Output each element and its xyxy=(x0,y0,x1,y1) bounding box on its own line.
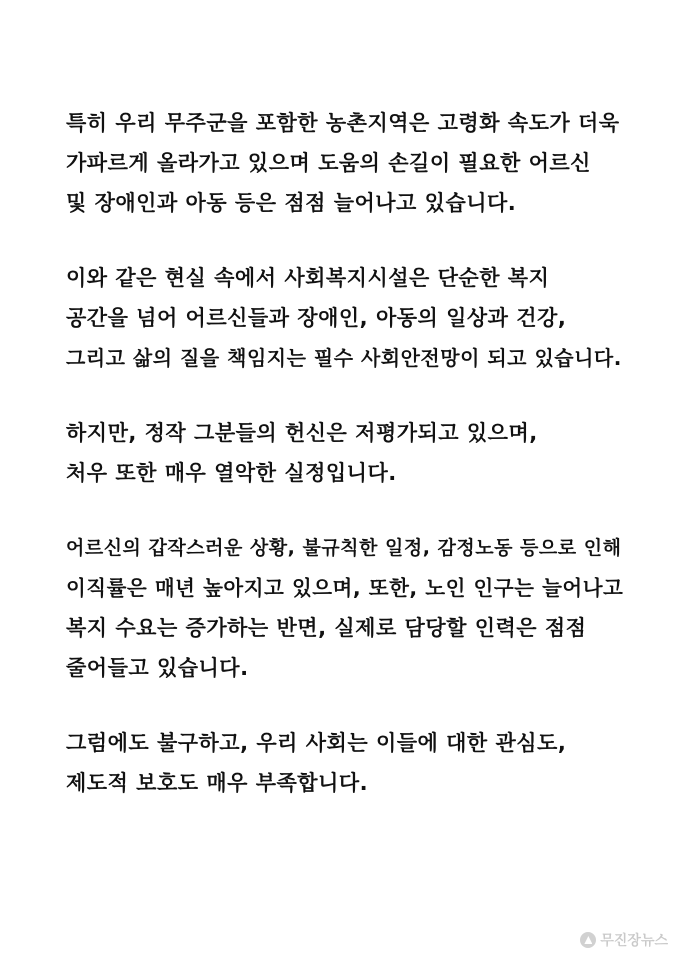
mountain-logo-icon xyxy=(580,932,596,948)
text-line: 특히 우리 무주군을 포함한 농촌지역은 고령화 속도가 더욱 xyxy=(66,111,620,135)
text-line: 줄어들고 있습니다. xyxy=(66,656,249,680)
paragraph-3 xyxy=(66,413,626,493)
text-line: 복지 수요는 증가하는 반면, 실제로 담당할 인력은 점점 xyxy=(66,616,587,640)
text-line: 그럼에도 불구하고, 우리 사회는 이들에 대한 관심도, xyxy=(66,731,567,755)
letter-body xyxy=(66,103,626,838)
text-line: 제도적 보호도 매우 부족합니다. xyxy=(66,771,369,795)
text-line: 이직률은 매년 높아지고 있으며, 또한, 노인 인구는 늘어나고 xyxy=(66,576,624,600)
paragraph-1 xyxy=(66,103,626,223)
paragraph-4 xyxy=(66,528,626,688)
watermark xyxy=(580,930,668,950)
text-line: 공간을 넘어 어르신들과 장애인, 아동의 일상과 건강, xyxy=(66,306,567,330)
text-line: 처우 또한 매우 열악한 실정입니다. xyxy=(66,461,397,485)
text-line: 하지만, 정작 그분들의 헌신은 저평가되고 있으며, xyxy=(66,421,538,445)
paragraph-5 xyxy=(66,723,626,803)
text-line: 가파르게 올라가고 있으며 도움의 손길이 필요한 어르신 xyxy=(66,151,591,175)
text-line: 어르신의 갑작스러운 상황, 불규칙한 일정, 감정노동 등으로 인해 xyxy=(66,537,622,559)
text-line: 이와 같은 현실 속에서 사회복지시설은 단순한 복지 xyxy=(66,266,550,290)
text-line: 및 장애인과 아동 등은 점점 늘어나고 있습니다. xyxy=(66,191,517,215)
text-line: 그리고 삶의 질을 책임지는 필수 사회안전망이 되고 있습니다. xyxy=(66,346,622,370)
paragraph-2 xyxy=(66,258,626,378)
watermark-text: 무진장뉴스 xyxy=(600,933,668,949)
